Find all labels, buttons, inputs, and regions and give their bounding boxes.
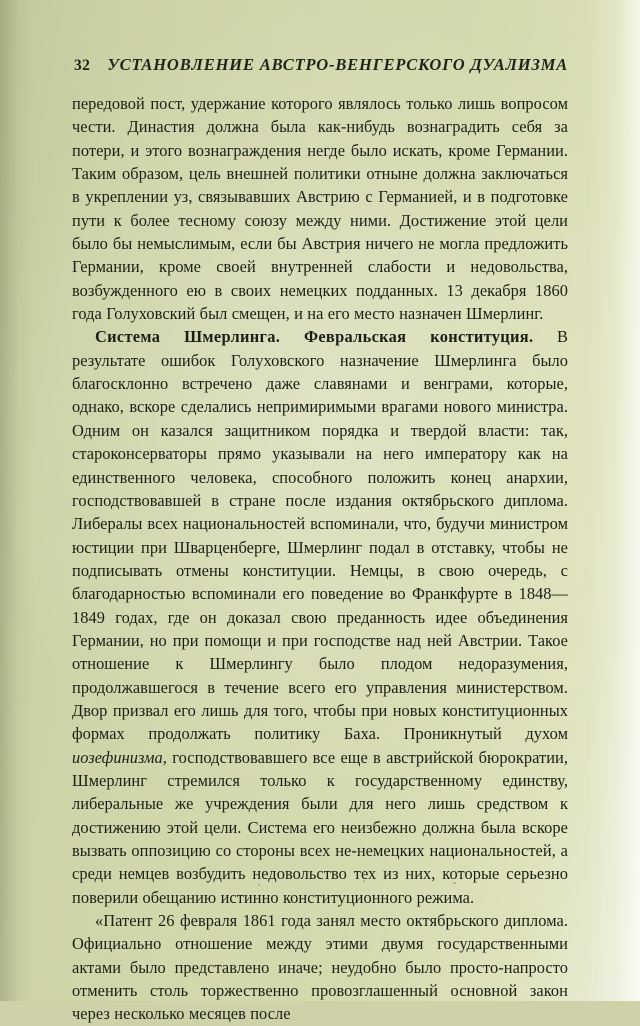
- running-head-title: УСТАНОВЛЕНИЕ АВСТРО-ВЕНГЕРСКОГО ДУАЛИЗМА: [107, 55, 569, 74]
- body-text-block: [72, 92, 568, 1026]
- paragraph-2-text-part-2: , господствовавшего все еще в австрийской бюрократии, Шмерлинг стремился только к государственному единству, либеральные же учреждения были для него лишь средством к достижению этой цели. Система его неизбежно должна была вскоре вызвать оппозицию со стороны всех не-немецких национальностей, а среди немцев возбудить недовольство тех из них, которые серьезно поверили обещанию истинно конституционного режима.: [72, 747, 568, 907]
- paragraph-2-text-part-1: В результате ошибок Голуховского назначение Шмерлинга было благосклонно встречено даже славянами и венграми, которые, однако, вскоре сделались непримиримыми врагами нового министра. Одним он казался защитником порядка и твердой власти: так, староконсерваторы прямо указывали на него императору как на единственного человека, способного положить конец анархии, господствовавшей в стране после издания октябрьского диплома. Либералы всех национальностей вспоминали, что, будучи министром юстиции при Шварценберге, Шмерлинг подал в отставку, чтобы не подписывать отмены конституции. Немцы, в свою очередь, с благодарностью вспоминали его поведение во Франкфурте в 1848—1849 годах, где он доказал свою преданность идее объединения Германии, но при помощи и при господстве над ней Австрии. Такое отношение к Шмерлингу было плодом недоразумения, продолжавшегося в течение всего его управления министерством. Двор призвал его лишь для того, чтобы при новых конституционных формах продолжать политику Баха. Проникнутый духом: [72, 327, 568, 744]
- page-number: 32: [74, 57, 91, 74]
- paragraph-1: передовой пост, удержание которого являлось только лишь вопросом чести. Династия должна была как-нибудь вознаградить себя за потери, и этого вознаграждения негде было искать, кроме Германии. Таким образом, цель внешней политики отныне должна заключаться в укреплении уз, связывавших Австрию с Германией, и в подготовке пути к более тесному союзу между ними. Достижение этой цели было бы немыслимым, если бы Австрия ничего не могла предложить Германии, кроме своей внутренней слабости и недовольства, возбужденного ею в своих немецких подданных. 13 декабря 1860 года Голуховский был смещен, и на его место назначен Шмерлинг.: [72, 94, 568, 324]
- paragraph-3: «Патент 26 февраля 1861 года занял место октябрьского диплома. Официально отношение между этими двумя государственными актами было представлено иначе; неудобно было просто-напросто отменить столь торжественно провозглашенный основной закон через несколько месяцев после: [72, 911, 568, 1024]
- running-head: [74, 55, 592, 75]
- paragraph-2: [72, 325, 568, 909]
- section-heading: Система Шмерлинга. Февральская конституция.: [95, 327, 534, 347]
- italic-term-iosefinizma: иозефинизма: [72, 747, 163, 767]
